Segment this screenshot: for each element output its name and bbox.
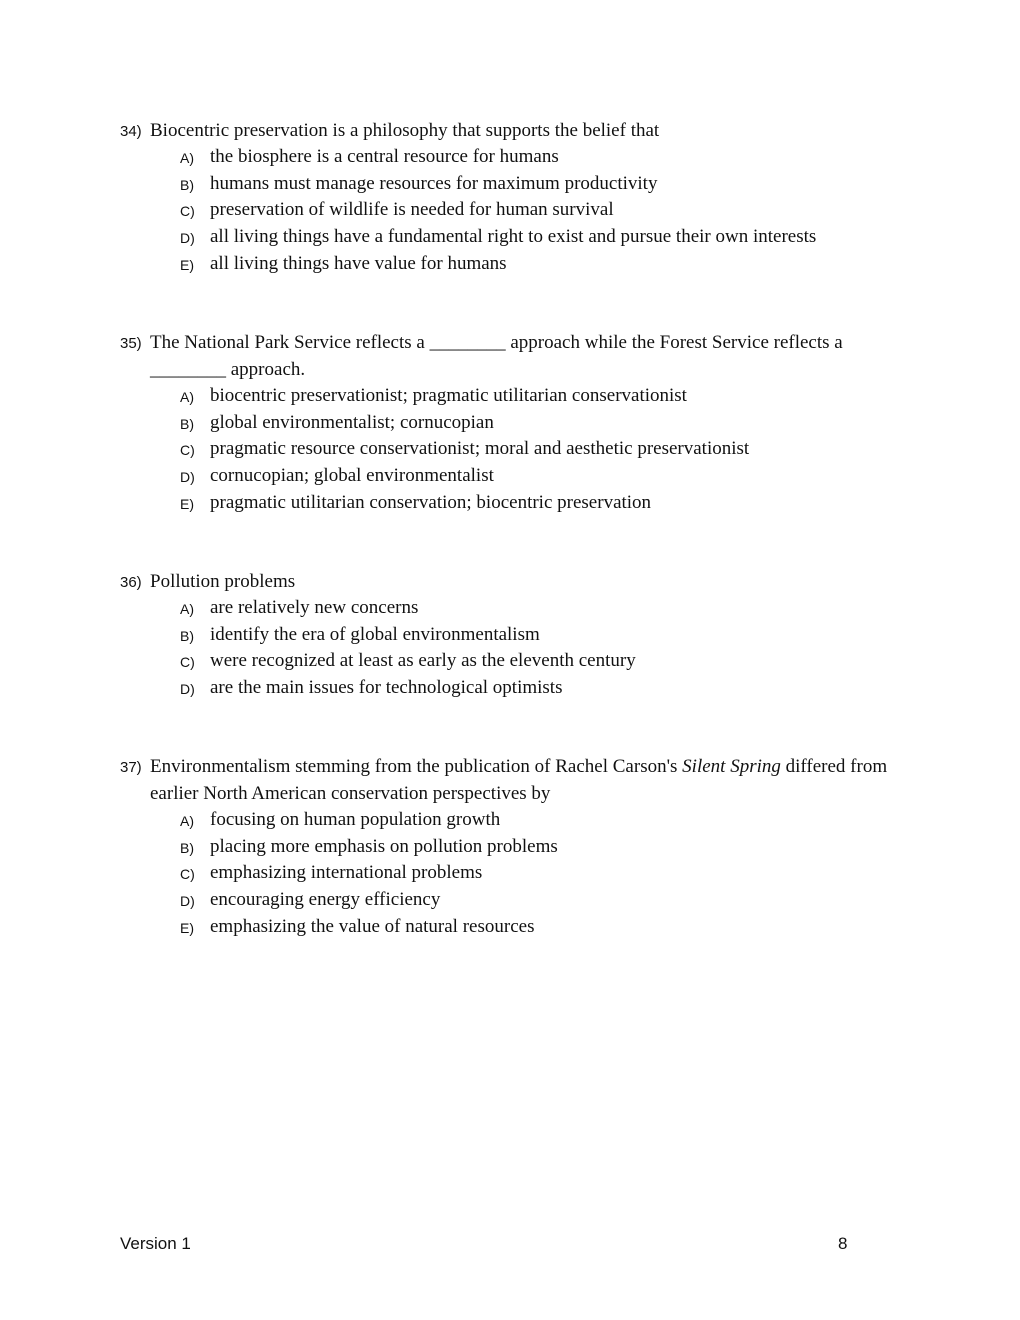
answer-option: [120, 675, 900, 702]
answer-option: [120, 807, 900, 834]
option-letter: B): [180, 839, 194, 856]
option-letter: E): [180, 495, 194, 512]
question-37: [120, 753, 900, 941]
question-stem: [120, 568, 900, 595]
answer-options: [120, 807, 900, 941]
option-text: emphasizing the value of natural resources: [210, 915, 535, 937]
option-letter: C): [180, 442, 195, 459]
question-number: 35): [120, 335, 142, 352]
answer-option: [120, 197, 900, 224]
option-text: emphasizing international problems: [210, 862, 483, 884]
answer-option: [120, 436, 900, 463]
option-letter: B): [180, 176, 194, 193]
answer-option: [120, 860, 900, 887]
answer-option: [120, 595, 900, 622]
answer-option: [120, 490, 900, 517]
footer-page-number: 8: [838, 1234, 848, 1253]
answer-option: [120, 224, 900, 251]
answer-option: [120, 383, 900, 410]
answer-option: [120, 144, 900, 171]
question-36: [120, 568, 900, 702]
answer-option: [120, 648, 900, 675]
answer-option: [120, 834, 900, 861]
option-letter: A): [180, 389, 194, 405]
option-text: global environmentalist; cornucopian: [210, 411, 494, 433]
option-letter: D): [180, 230, 195, 247]
question-text-end: differed from earlier North American conservation perspectives by: [150, 756, 888, 804]
option-letter: C): [180, 654, 195, 671]
question-stem: [120, 329, 900, 383]
option-letter: C): [180, 203, 195, 220]
answer-option: [120, 251, 900, 278]
option-text: were recognized at least as early as the eleventh century: [210, 650, 636, 672]
option-letter: E): [180, 919, 194, 936]
question-number: 37): [120, 759, 142, 776]
question-stem: [120, 753, 900, 807]
book-title: Silent Spring: [682, 756, 781, 777]
option-text: the biosphere is a central resource for humans: [210, 146, 559, 167]
answer-option: [120, 914, 900, 941]
option-text: are the main issues for technological optimists: [210, 677, 563, 699]
question-number: 34): [120, 123, 142, 140]
option-letter: B): [180, 415, 194, 432]
option-text: focusing on human population growth: [210, 809, 501, 830]
option-text: identify the era of global environmentalism: [210, 623, 540, 645]
answer-option: [120, 410, 900, 437]
answer-option: [120, 171, 900, 198]
answer-options: [120, 144, 900, 278]
answer-options: [120, 383, 900, 517]
option-letter: D): [180, 893, 195, 910]
option-letter: A): [180, 813, 194, 829]
question-text: Biocentric preservation is a philosophy that supports the belief that: [150, 120, 660, 141]
option-text: cornucopian; global environmentalist: [210, 465, 494, 487]
question-stem: [120, 117, 900, 144]
option-text: pragmatic resource conservationist; moral and aesthetic preservationist: [210, 438, 750, 460]
question-text: Pollution problems: [150, 571, 296, 592]
option-letter: D): [180, 469, 195, 486]
option-letter: A): [180, 150, 194, 166]
option-letter: C): [180, 866, 195, 883]
answer-options: [120, 595, 900, 702]
option-text: placing more emphasis on pollution problems: [210, 835, 558, 857]
question-35: [120, 329, 900, 517]
option-text: humans must manage resources for maximum productivity: [210, 172, 658, 194]
option-text: encouraging energy efficiency: [210, 889, 441, 911]
option-letter: E): [180, 256, 194, 273]
question-number: 36): [120, 574, 142, 591]
answer-option: [120, 463, 900, 490]
question-text: [150, 756, 887, 804]
answer-option: [120, 622, 900, 649]
option-letter: D): [180, 681, 195, 698]
answer-option: [120, 887, 900, 914]
option-text: all living things have a fundamental right to exist and pursue their own interests: [210, 226, 817, 248]
option-text: pragmatic utilitarian conservation; biocentric preservation: [210, 491, 652, 513]
option-text: are relatively new concerns: [210, 597, 419, 618]
footer-version: Version 1: [120, 1234, 191, 1253]
question-text-start: Environmentalism stemming from the publication of Rachel Carson's: [150, 756, 683, 777]
option-letter: B): [180, 627, 194, 644]
question-34: [120, 117, 900, 278]
option-text: preservation of wildlife is needed for human survival: [210, 199, 614, 221]
option-text: all living things have value for humans: [210, 252, 507, 274]
option-letter: A): [180, 601, 194, 617]
question-text: The National Park Service reflects a ________ approach while the Forest Service reflects a ________ approach.: [150, 332, 843, 380]
option-text: biocentric preservationist; pragmatic utilitarian conservationist: [210, 385, 687, 406]
